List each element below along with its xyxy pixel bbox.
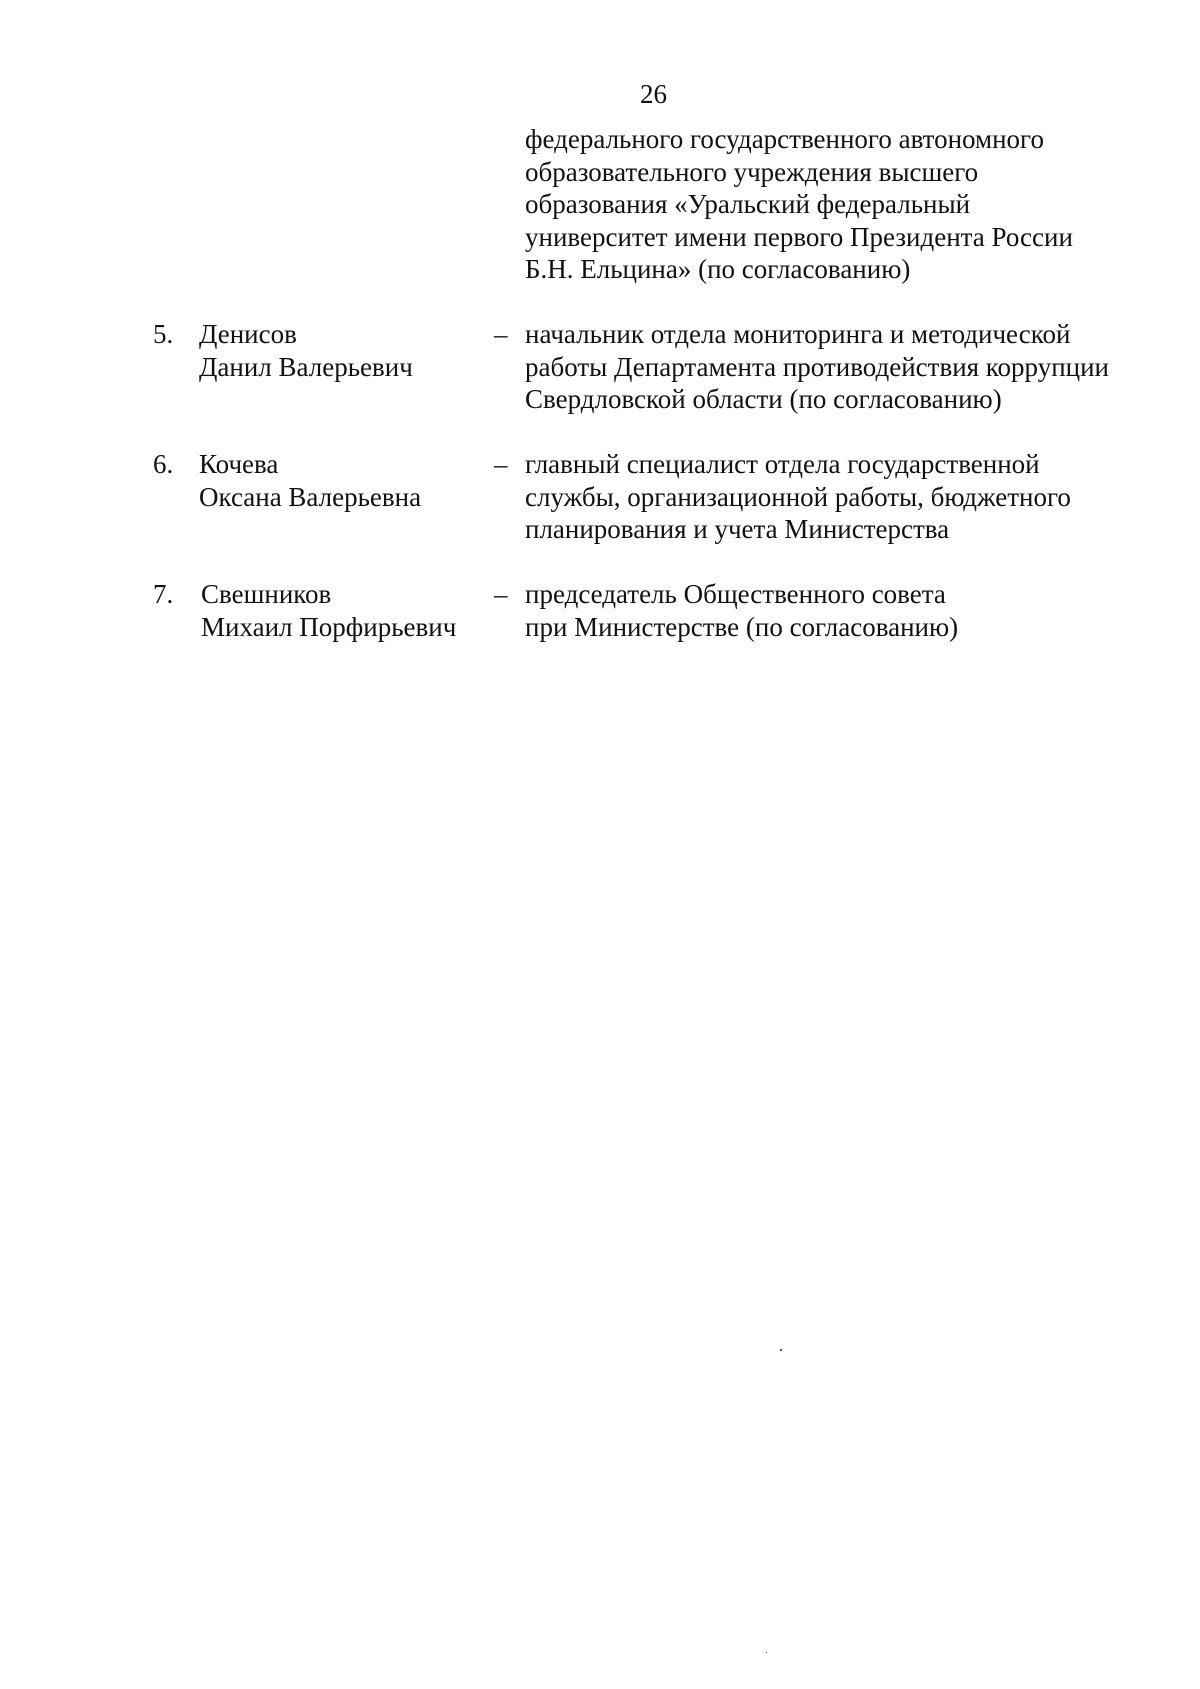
member-position (525, 318, 1109, 416)
member-position (525, 448, 1071, 546)
dash-separator: – (494, 449, 508, 479)
position-line: службы, организационной работы, бюджетного (525, 481, 1071, 512)
position-line: при Министерстве (по согласованию) (525, 611, 959, 642)
description-line: образования «Уральский федеральный (525, 189, 971, 219)
position-line: начальник отдела мониторинга и методической (525, 319, 1071, 349)
page-number: 26 (640, 79, 667, 109)
description-line: образовательного учреждения высшего (525, 156, 979, 187)
member-entry-denisov (0, 318, 1200, 418)
position-line: работы Департамента противодействия коррупции (525, 351, 1109, 382)
description-line: Б.Н. Ельцина» (по согласованию) (525, 254, 911, 284)
member-surname: Денисов (199, 319, 297, 349)
member-name (199, 318, 413, 383)
member-name (201, 578, 456, 643)
entry-number: 5. (153, 319, 174, 349)
member-given-names: Михаил Порфирьевич (201, 611, 457, 642)
position-line: председатель Общественного совета (525, 579, 946, 609)
entry-number: 6. (153, 449, 174, 479)
member-surname: Кочева (199, 449, 279, 479)
member-given-names: Оксана Валерьевна (199, 481, 422, 512)
scan-speck (766, 1652, 767, 1653)
continued-description (525, 123, 1165, 286)
member-position (525, 578, 958, 643)
description-line: федерального государственного автономного (525, 124, 1044, 154)
member-surname: Свешников (201, 579, 332, 609)
entry-number: 7. (153, 579, 174, 609)
position-line: планирования и учета Министерства (525, 514, 950, 544)
dash-separator: – (494, 319, 508, 349)
member-entry-sveshnikov (0, 578, 1200, 678)
dash-separator: – (494, 579, 508, 609)
member-name (199, 448, 421, 513)
position-line: главный специалист отдела государственной (525, 449, 1040, 479)
scan-speck (780, 1349, 782, 1351)
member-given-names: Данил Валерьевич (199, 351, 413, 382)
member-entry-kocheva (0, 448, 1200, 548)
description-line: университет имени первого Президента России (525, 221, 1073, 252)
position-line: Свердловской области (по согласованию) (525, 384, 1002, 414)
